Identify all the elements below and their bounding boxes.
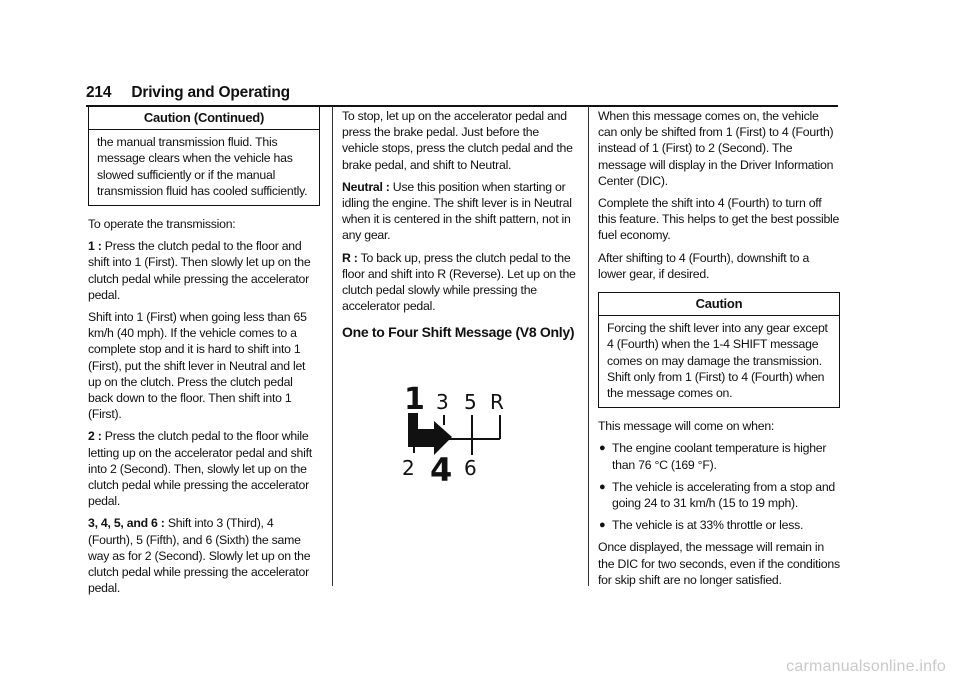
gear-2-text: Press the clutch pedal to the floor while letting up on the accelerator pedal and shift into 2 (Second). Then, slowly let up on the clutch pedal while pressing the accelerator pedal. — [88, 429, 312, 509]
gear-label-6: 6 — [464, 455, 477, 480]
bullet-text: The vehicle is accelerating from a stop and going 24 to 31 km/h (15 to 19 mph). — [612, 479, 836, 511]
intro-paragraph: To operate the transmission: — [88, 217, 236, 232]
caution-title: Caution — [599, 293, 839, 316]
bullet-icon: ● — [599, 442, 606, 455]
gear-label-4: 4 — [430, 450, 453, 483]
reverse-text: To back up, press the clutch pedal to the floor and shift into R (Reverse). Let up on the clutch pedal slowly while pressing the accelerator pedal. — [342, 250, 576, 314]
reverse-label: R : — [342, 250, 358, 265]
neutral-text: Use this position when starting or idling the engine. The shift lever is in Neutral when it is centered in the shift pattern, not in any gear. — [342, 179, 572, 243]
gears-3-6-paragraph — [88, 515, 320, 596]
gear-label-2: 2 — [402, 455, 415, 480]
page-header — [86, 84, 838, 107]
caution-box-continued — [88, 106, 320, 206]
column-divider — [332, 106, 333, 586]
gear-label-1: 1 — [404, 382, 425, 417]
downshift-paragraph: After shifting to 4 (Fourth), downshift to a lower gear, if desired. — [598, 250, 810, 281]
section-title: Driving and Operating — [131, 84, 290, 101]
watermark-text: carmanualsonline.info — [786, 658, 946, 675]
caution-body: Forcing the shift lever into any gear except 4 (Fourth) when the 1-4 SHIFT message comes on may damage the transmission. Shift only from 1 (First) to 4 (Fourth) when the message comes on. — [607, 321, 828, 401]
first-gear-note: Shift into 1 (First) when going less than 65 km/h (40 mph). If the vehicle comes to a complete stop and it is hard to shift into 1 (First), put the shift lever in Neutral and let up on the clutch. Press the clutch pedal back down to the floor. Then shift into 1 (First). — [88, 310, 307, 422]
gears-3-6-text: Shift into 3 (Third), 4 (Fourth), 5 (Fifth), and 6 (Sixth) the same way as for 2 (Second). Slowly let up on the clutch pedal while pressing the accelerator pedal. — [88, 516, 311, 596]
caution-title: Caution (Continued) — [89, 107, 319, 130]
gear-label-r: R — [490, 389, 504, 414]
once-displayed-paragraph: Once displayed, the message will remain in the DIC for two seconds, even if the conditions for skip shift are no longer satisfied. — [598, 540, 840, 587]
gear-1-label: 1 : — [88, 239, 102, 254]
gear-1-paragraph — [88, 238, 320, 303]
caution-body: the manual transmission fluid. This message clears when the vehicle has slowed sufficiently or if the manual transmission fluid has cooled sufficiently. — [97, 135, 308, 198]
conditions-intro: This message will come on when: — [598, 419, 775, 434]
bullet-icon: ● — [599, 519, 606, 532]
column-divider — [588, 106, 589, 586]
column-1 — [88, 106, 320, 602]
gear-2-label: 2 : — [88, 429, 102, 444]
reverse-paragraph — [342, 250, 576, 315]
gear-label-5: 5 — [464, 389, 477, 414]
bullet-text: The engine coolant temperature is higher than 76 °C (169 °F). — [612, 441, 827, 472]
gear-label-3: 3 — [436, 389, 449, 414]
list-item — [598, 440, 840, 472]
list-item — [598, 517, 840, 533]
neutral-paragraph — [342, 179, 576, 244]
page-number: 214 — [86, 84, 112, 101]
column-3 — [598, 108, 840, 594]
list-item — [598, 479, 840, 511]
section-subheading: One to Four Shift Message (V8 Only) — [342, 324, 575, 341]
bullet-text: The vehicle is at 33% throttle or less. — [612, 518, 804, 533]
gears-3-6-label: 3, 4, 5, and 6 : — [88, 516, 165, 531]
shift-pattern-diagram — [400, 383, 520, 483]
column-2 — [342, 108, 576, 483]
bullet-icon: ● — [599, 480, 606, 493]
caution-box — [598, 292, 840, 408]
stop-paragraph: To stop, let up on the accelerator pedal and press the brake pedal. Just before the vehicle stops, press the clutch pedal and the brake pedal, and shift to Neutral. — [342, 109, 573, 172]
gear-2-paragraph — [88, 428, 320, 509]
gear-1-text: Press the clutch pedal to the floor and shift into 1 (First). Then slowly let up on the clutch pedal while pressing the accelerator pedal. — [88, 239, 311, 302]
complete-shift-paragraph: Complete the shift into 4 (Fourth) to turn off this feature. This helps to get the best possible fuel economy. — [598, 196, 840, 243]
neutral-label: Neutral : — [342, 179, 390, 194]
message-paragraph: When this message comes on, the vehicle can only be shifted from 1 (First) to 4 (Fourth) instead of 1 (First) to 2 (Second). The message will display in the Driver Information Center (DIC). — [598, 109, 834, 188]
